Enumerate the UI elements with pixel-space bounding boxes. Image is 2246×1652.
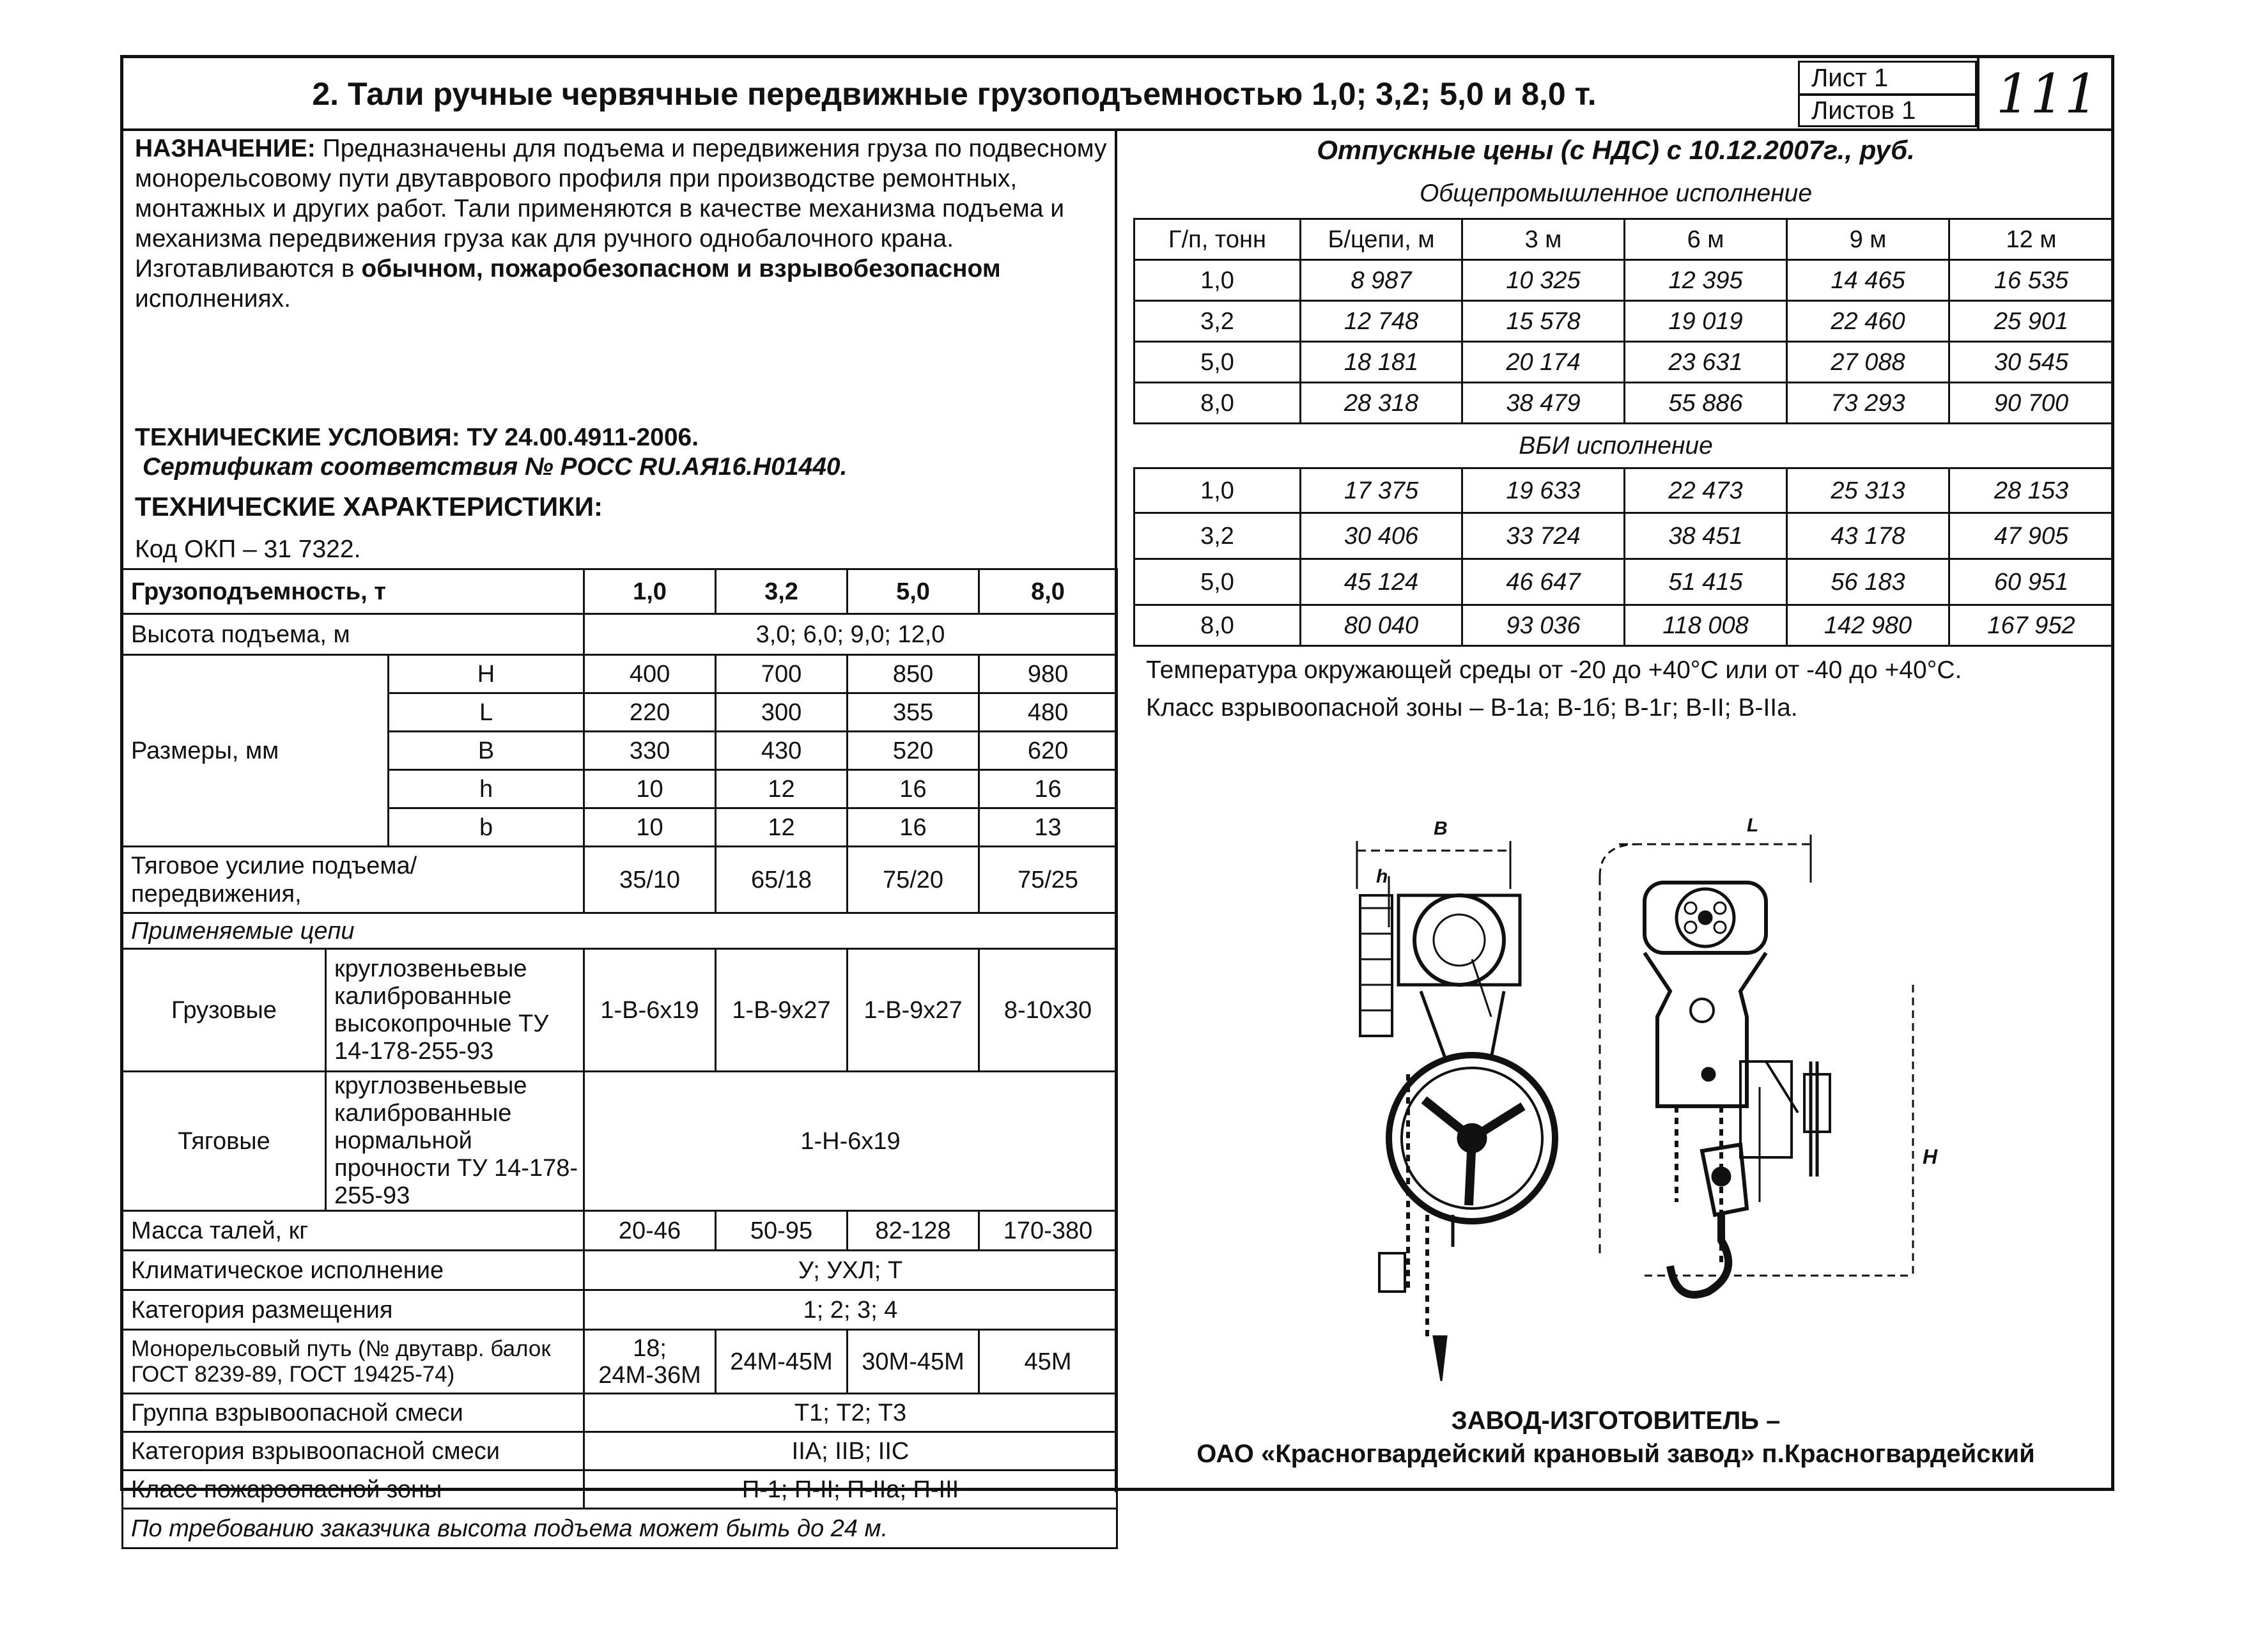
table-row — [123, 1432, 1117, 1471]
table-row — [123, 655, 1117, 693]
sheet-number: Лист 1 — [1798, 61, 1977, 95]
dim-value: 850 — [848, 655, 979, 693]
price-cell: 18 181 — [1301, 342, 1462, 383]
price-cell: 142 980 — [1787, 605, 1949, 646]
price-cell: 73 293 — [1787, 383, 1949, 424]
specs-table — [121, 568, 1118, 1549]
prices-title: Отпускные цены (с НДС) с 10.12.2007г., руб. — [1317, 135, 1915, 165]
cargo-chain-value: 8-10х30 — [979, 949, 1117, 1072]
manufacture-text-1: Изготавливаются в — [135, 255, 362, 282]
price-cell: 55 886 — [1625, 383, 1787, 424]
mass-label: Масса талей, кг — [123, 1211, 584, 1251]
table-row — [123, 1290, 1117, 1330]
rail-value: 45М — [979, 1330, 1117, 1394]
price-cell: 15 578 — [1462, 301, 1625, 342]
dimension-label-b: B — [1434, 818, 1448, 839]
price-cell: 90 700 — [1949, 383, 2114, 424]
dim-name: b — [389, 808, 584, 847]
tech-specs-heading: ТЕХНИЧЕСКИЕ ХАРАКТЕРИСТИКИ: — [135, 491, 603, 521]
explosive-group-label: Группа взрывоопасной смеси — [123, 1394, 584, 1432]
cargo-chain-label: Грузовые — [123, 949, 326, 1072]
dim-value: 300 — [716, 693, 848, 732]
dim-value: 16 — [848, 770, 979, 808]
dimension-label-l: L — [1747, 815, 1759, 836]
price-cell: 3,2 — [1135, 301, 1301, 342]
price-cell: 22 460 — [1787, 301, 1949, 342]
table-row — [123, 614, 1117, 655]
lift-height-label: Высота подъема, м — [123, 614, 584, 655]
price-cell: 60 951 — [1949, 559, 2114, 605]
price-cell: 30 545 — [1949, 342, 2114, 383]
table-row — [1135, 383, 2114, 424]
price-cell: 12 748 — [1301, 301, 1462, 342]
dim-name: L — [389, 693, 584, 732]
dim-value: 430 — [716, 732, 848, 770]
cargo-chain-value: 1-В-9х27 — [848, 949, 979, 1072]
explosion-zone-class: Класс взрывоопасной зоны – В-1а; В-1б; В-1г; В-II; В-IIа. — [1146, 694, 1798, 722]
price-cell: 25 901 — [1949, 301, 2114, 342]
manufacturer-heading: ЗАВОД-ИЗГОТОВИТЕЛЬ – — [1451, 1407, 1781, 1435]
table-row — [123, 913, 1117, 949]
traction-value: 75/20 — [848, 847, 979, 913]
climate-label: Климатическое исполнение — [123, 1251, 584, 1290]
price-cell: 22 473 — [1625, 468, 1787, 513]
price-cell: 17 375 — [1301, 468, 1462, 513]
table-row — [1135, 605, 2114, 646]
general-prices-table — [1133, 218, 2114, 424]
table-row — [123, 1251, 1117, 1290]
table-row — [123, 1394, 1117, 1432]
manufacture-text-2: исполнениях. — [135, 285, 291, 313]
explosive-group-value: Т1; Т2; Т3 — [584, 1394, 1117, 1432]
dimension-label-h-small: h — [1376, 866, 1388, 887]
capacity-cell: 8,0 — [979, 569, 1117, 614]
purpose-text: Предназначены для подъема и передвижения груза по подвесному монорельсовому пути двутаврового профиля при производстве ремонтных, монтажных и других работ. Тали применяются в качестве механизма подъема и механизма передвижения груза как для ручного однобалочного крана. — [135, 135, 1107, 252]
document-title: 2. Тали ручные червячные передвижные грузоподъемностью 1,0; 3,2; 5,0 и 8,0 т. — [312, 76, 1597, 112]
price-cell: 5,0 — [1135, 559, 1301, 605]
placement-value: 1; 2; 3; 4 — [584, 1290, 1117, 1330]
capacity-cell: 3,2 — [716, 569, 848, 614]
dim-name: B — [389, 732, 584, 770]
dim-value: 220 — [584, 693, 716, 732]
price-cell: 80 040 — [1301, 605, 1462, 646]
price-cell: 12 395 — [1625, 260, 1787, 301]
general-version-label: Общепромышленное исполнение — [1419, 180, 1813, 207]
purpose-block — [135, 134, 1113, 314]
dim-value: 16 — [848, 808, 979, 847]
dim-value: 13 — [979, 808, 1117, 847]
dim-value: 980 — [979, 655, 1117, 693]
dim-name: h — [389, 770, 584, 808]
price-cell: 45 124 — [1301, 559, 1462, 605]
price-cell: 20 174 — [1462, 342, 1625, 383]
traction-value: 75/25 — [979, 847, 1117, 913]
price-cell: 8,0 — [1135, 383, 1301, 424]
price-cell: 14 465 — [1787, 260, 1949, 301]
column-header: Б/цепи, м — [1301, 219, 1462, 260]
pull-chain-label: Тяговые — [123, 1072, 326, 1211]
capacity-label: Грузоподъемность, т — [123, 569, 584, 614]
dim-value: 620 — [979, 732, 1117, 770]
price-cell: 38 451 — [1625, 513, 1787, 559]
vbi-prices-table — [1133, 467, 2114, 647]
price-cell: 1,0 — [1135, 468, 1301, 513]
price-cell: 19 633 — [1462, 468, 1625, 513]
dim-value: 700 — [716, 655, 848, 693]
dim-value: 10 — [584, 770, 716, 808]
price-cell: 47 905 — [1949, 513, 2114, 559]
column-header: 6 м — [1625, 219, 1787, 260]
pull-chain-value: 1-Н-6х19 — [584, 1072, 1117, 1211]
dimension-label-h-large: H — [1923, 1145, 1938, 1168]
price-cell: 167 952 — [1949, 605, 2114, 646]
dimensions-label: Размеры, мм — [123, 655, 389, 847]
price-cell: 25 313 — [1787, 468, 1949, 513]
cargo-chain-desc: круглозвеньевые калиброванные высокопрочные ТУ 14-178-255-93 — [326, 949, 584, 1072]
price-cell: 1,0 — [1135, 260, 1301, 301]
column-header: Г/п, тонн — [1135, 219, 1301, 260]
price-cell: 38 479 — [1462, 383, 1625, 424]
price-cell: 46 647 — [1462, 559, 1625, 605]
placement-label: Категория размещения — [123, 1290, 584, 1330]
table-row — [1135, 559, 2114, 605]
dim-value: 400 — [584, 655, 716, 693]
handwritten-sheet-number: 111 — [1995, 63, 2099, 125]
dim-value: 480 — [979, 693, 1117, 732]
table-row — [123, 1509, 1117, 1548]
pull-chain-desc: круглозвеньевые калиброванные нормальной прочности ТУ 14-178-255-93 — [326, 1072, 584, 1211]
climate-value: У; УХЛ; Т — [584, 1251, 1117, 1290]
chains-heading: Применяемые цепи — [123, 913, 1117, 949]
dim-value: 355 — [848, 693, 979, 732]
price-cell: 93 036 — [1462, 605, 1625, 646]
price-cell: 28 318 — [1301, 383, 1462, 424]
cargo-chain-value: 1-В-6х19 — [584, 949, 716, 1072]
price-cell: 19 019 — [1625, 301, 1787, 342]
fire-zone-label: Класс пожароопасной зоны — [123, 1471, 584, 1509]
tech-conditions: ТЕХНИЧЕСКИЕ УСЛОВИЯ: ТУ 24.00.4911-2006. — [135, 424, 699, 451]
price-cell: 3,2 — [1135, 513, 1301, 559]
price-cell: 8 987 — [1301, 260, 1462, 301]
price-cell: 10 325 — [1462, 260, 1625, 301]
dim-value: 12 — [716, 808, 848, 847]
capacity-cell: 5,0 — [848, 569, 979, 614]
dim-value: 16 — [979, 770, 1117, 808]
table-row — [123, 847, 1117, 913]
price-cell: 30 406 — [1301, 513, 1462, 559]
temperature-condition: Температура окружающей среды от -20 до +40°С или от -40 до +40°С. — [1146, 656, 1962, 684]
purpose-heading: НАЗНАЧЕНИЕ: — [135, 135, 316, 162]
price-cell: 56 183 — [1787, 559, 1949, 605]
cargo-chain-value: 1-В-9х27 — [716, 949, 848, 1072]
rail-value: 18; 24М-36М — [584, 1330, 716, 1394]
price-cell: 51 415 — [1625, 559, 1787, 605]
traction-value: 35/10 — [584, 847, 716, 913]
price-cell: 5,0 — [1135, 342, 1301, 383]
table-row — [1135, 301, 2114, 342]
table-row — [123, 1471, 1117, 1509]
table-header-row — [1135, 219, 2114, 260]
price-cell: 43 178 — [1787, 513, 1949, 559]
vbi-version-label: ВБИ исполнение — [1519, 432, 1713, 459]
table-row — [123, 569, 1117, 614]
price-cell: 8,0 — [1135, 605, 1301, 646]
lift-height-note: По требованию заказчика высота подъема может быть до 24 м. — [123, 1509, 1117, 1548]
certificate: Сертификат соответствия № РОСС RU.АЯ16.Н01440. — [143, 453, 848, 481]
fire-zone-value: П-1; П-II; П-IIа; П-III — [584, 1471, 1117, 1509]
column-header: 3 м — [1462, 219, 1625, 260]
sheets-count: Листов 1 — [1798, 94, 1977, 127]
traction-label: Тяговое усилие подъема/передвижения, — [123, 847, 584, 913]
dim-name: H — [389, 655, 584, 693]
mass-value: 82-128 — [848, 1211, 979, 1251]
mass-value: 170-380 — [979, 1211, 1117, 1251]
price-cell: 33 724 — [1462, 513, 1625, 559]
column-header: 12 м — [1949, 219, 2114, 260]
table-row — [123, 1211, 1117, 1251]
dim-value: 330 — [584, 732, 716, 770]
table-row — [1135, 468, 2114, 513]
explosive-category-value: IIA; IIB; IIC — [584, 1432, 1117, 1471]
lift-height-value: 3,0; 6,0; 9,0; 12,0 — [584, 614, 1117, 655]
table-row — [1135, 342, 2114, 383]
rail-value: 24М-45М — [716, 1330, 848, 1394]
price-cell: 27 088 — [1787, 342, 1949, 383]
hoist-drawing — [1299, 806, 2002, 1381]
mass-value: 50-95 — [716, 1211, 848, 1251]
table-row — [1135, 260, 2114, 301]
manufacturer-name: ОАО «Красногвардейский крановый завод» п.Красногвардейский — [1197, 1440, 2035, 1468]
document-frame — [120, 55, 2114, 1542]
dim-value: 12 — [716, 770, 848, 808]
traction-value: 65/18 — [716, 847, 848, 913]
okp-code: Код ОКП – 31 7322. — [135, 536, 361, 563]
dim-value: 10 — [584, 808, 716, 847]
table-row — [1135, 513, 2114, 559]
price-cell: 118 008 — [1625, 605, 1787, 646]
column-header: 9 м — [1787, 219, 1949, 260]
manufacture-text-bold: обычном, пожаробезопасном и взрывобезопасном — [361, 255, 1001, 282]
table-row — [123, 1072, 1117, 1211]
explosive-category-label: Категория взрывоопасной смеси — [123, 1432, 584, 1471]
capacity-cell: 1,0 — [584, 569, 716, 614]
table-row — [123, 1330, 1117, 1394]
price-cell: 23 631 — [1625, 342, 1787, 383]
table-row — [123, 949, 1117, 1072]
price-cell: 16 535 — [1949, 260, 2114, 301]
rail-value: 30М-45М — [848, 1330, 979, 1394]
rail-label: Монорельсовый путь (№ двутавр. балок ГОСТ 8239-89, ГОСТ 19425-74) — [123, 1330, 584, 1394]
mass-value: 20-46 — [584, 1211, 716, 1251]
dim-value: 520 — [848, 732, 979, 770]
price-cell: 28 153 — [1949, 468, 2114, 513]
